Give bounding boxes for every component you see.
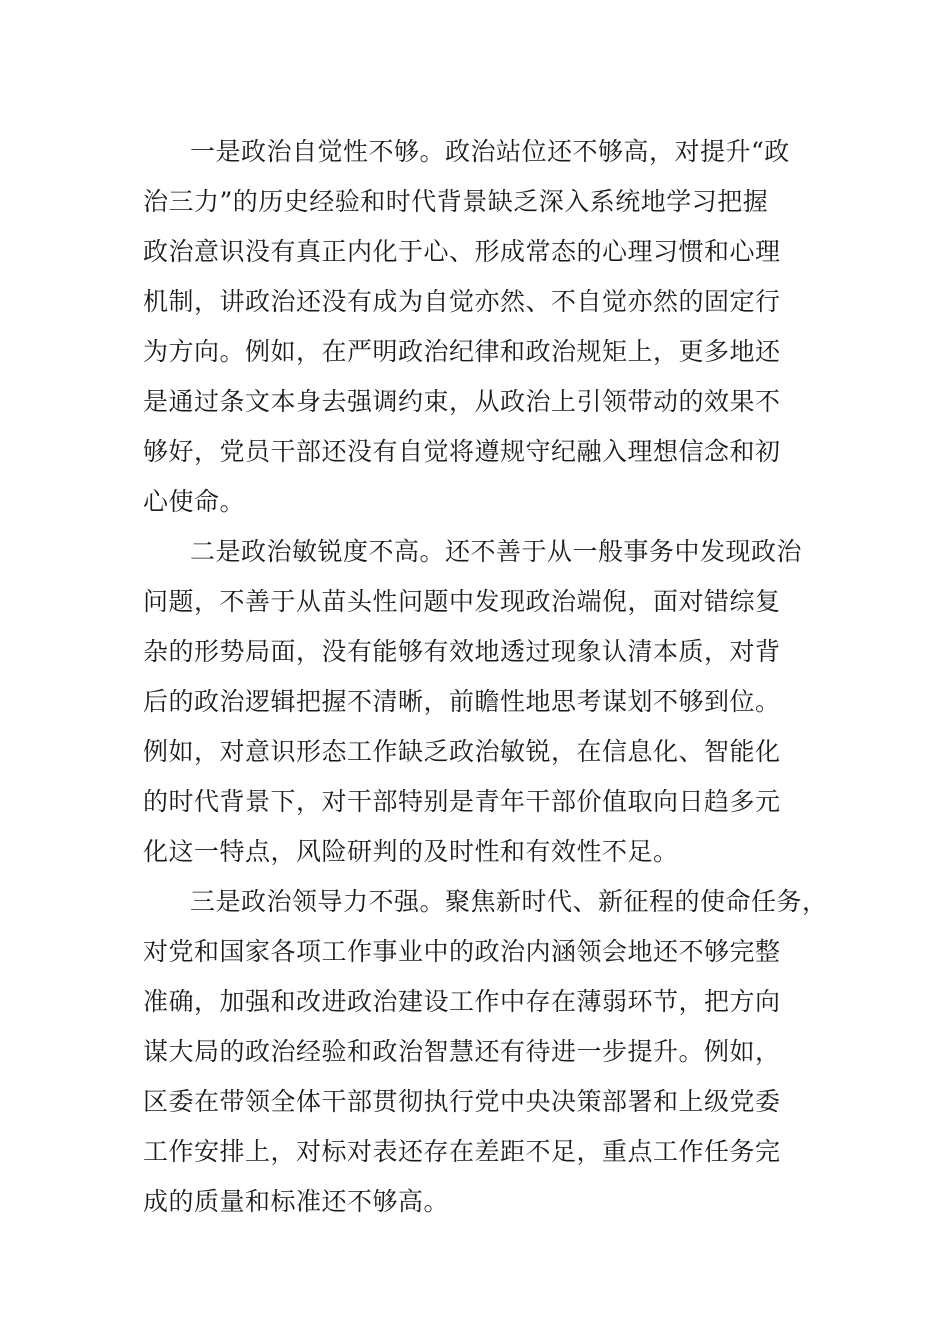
paragraph-line: 对党和国家各项工作事业中的政治内涵领会地还不够完整 xyxy=(143,937,781,966)
paragraph-line: 成的质量和标准还不够高。 xyxy=(143,1187,450,1216)
paragraph-line: 后的政治逻辑把握不清晰，前瞻性地思考谋划不够到位。 xyxy=(143,687,781,716)
paragraph-line: 区委在带领全体干部贯彻执行党中央决策部署和上级党委 xyxy=(143,1087,781,1116)
paragraph-political-consciousness xyxy=(143,127,823,527)
paragraph-line: 治三力”的历史经验和时代背景缺乏深入系统地学习把握 xyxy=(143,187,769,216)
paragraph-line: 够好，党员干部还没有自觉将遵规守纪融入理想信念和初 xyxy=(143,437,781,466)
paragraph-line: 心使命。 xyxy=(143,487,246,516)
paragraph-line: 为方向。例如，在严明政治纪律和政治规矩上，更多地还 xyxy=(143,337,781,366)
paragraph-political-sensitivity xyxy=(143,527,823,877)
paragraph-line: 一是政治自觉性不够。政治站位还不够高，对提升“政 xyxy=(190,137,790,166)
paragraph-line: 准确，加强和改进政治建设工作中存在薄弱环节，把方向 xyxy=(143,987,781,1016)
paragraph-line: 机制，讲政治还没有成为自觉亦然、不自觉亦然的固定行 xyxy=(143,287,781,316)
document-body xyxy=(143,127,828,1227)
paragraph-political-leadership xyxy=(143,877,828,1227)
paragraph-line: 工作安排上，对标对表还存在差距不足，重点工作任务完 xyxy=(143,1137,781,1166)
paragraph-line: 政治意识没有真正内化于心、形成常态的心理习惯和心理 xyxy=(143,237,781,266)
paragraph-line: 问题，不善于从苗头性问题中发现政治端倪，面对错综复 xyxy=(143,587,781,616)
paragraph-line: 是通过条文本身去强调约束，从政治上引领带动的效果不 xyxy=(143,387,781,416)
paragraph-line: 例如，对意识形态工作缺乏政治敏锐，在信息化、智能化 xyxy=(143,737,781,766)
paragraph-line: 的时代背景下，对干部特别是青年干部价值取向日趋多元 xyxy=(143,787,781,816)
paragraph-line: 谋大局的政治经验和政治智慧还有待进一步提升。例如， xyxy=(143,1037,781,1066)
paragraph-line: 三是政治领导力不强。聚焦新时代、新征程的使命任务， xyxy=(190,887,828,916)
paragraph-line: 杂的形势局面，没有能够有效地透过现象认清本质，对背 xyxy=(143,637,781,666)
paragraph-line: 化这一特点，风险研判的及时性和有效性不足。 xyxy=(143,837,679,866)
paragraph-line: 二是政治敏锐度不高。还不善于从一般事务中发现政治 xyxy=(190,537,803,566)
